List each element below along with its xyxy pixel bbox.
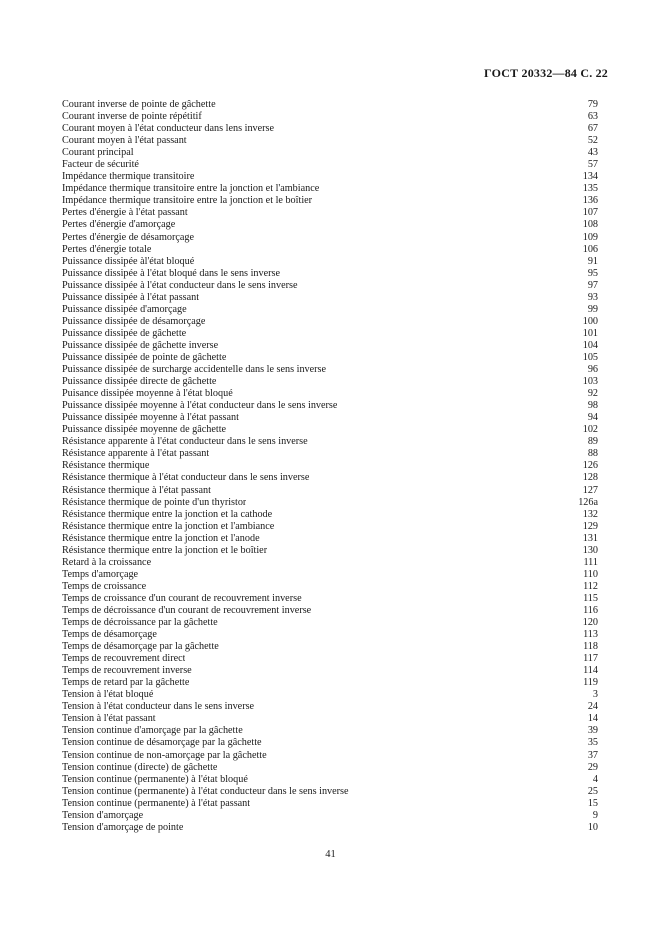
index-entry [62,497,598,509]
index-entry-page: 131 [582,532,598,544]
index-entry-term: Pertes d'énergie à l'état passant [62,207,188,219]
index-entry-term: Tension continue (permanente) à l'état conducteur dans le sens inverse [62,785,349,797]
index-entry-term: Résistance thermique à l'état passant [62,484,211,496]
index-entry-page: 116 [583,604,598,616]
index-entry [62,822,598,834]
index-entry-term: Courant principal [62,147,134,159]
index-entries-list [62,99,598,834]
index-entry-page: 52 [587,135,598,147]
index-entry [62,304,598,316]
index-entry [62,147,598,159]
index-entry [62,521,598,533]
index-entry-term: Retard à la croissance [62,556,152,568]
index-entry-page: 105 [582,351,598,363]
index-entry-term: Impédance thermique transitoire entre la jonction et le boîtier [62,195,313,207]
index-entry [62,123,598,135]
index-entry-page: 112 [583,580,598,592]
index-entry [62,364,598,376]
index-entry [62,424,598,436]
index-entry-term: Puissance dissipée à l'état conducteur dans le sens inverse [62,279,298,291]
index-entry [62,653,598,665]
index-entry [62,340,598,352]
index-entry [62,545,598,557]
index-entry-page: 109 [582,231,598,243]
index-entry-term: Tension continue (permanente) à l'état bloqué [62,773,248,785]
index-entry-term: Résistance thermique à l'état conducteur dans le sens inverse [62,472,310,484]
index-entry-page: 135 [582,183,598,195]
index-entry-term: Résistance thermique entre la jonction et l'anode [62,532,260,544]
index-entry-term: Facteur de sécurité [62,159,139,171]
index-entry-page: 129 [582,520,598,532]
index-entry-term: Résistance thermique entre la jonction et la cathode [62,508,273,520]
index-entry-term: Tension d'amorçage [62,809,144,821]
index-entry [62,725,598,737]
index-entry-page: 114 [583,665,598,677]
index-entry [62,352,598,364]
index-entry-term: Courant moyen à l'état conducteur dans lens inverse [62,123,275,135]
index-entry-page: 3 [592,689,598,701]
index-entry-term: Tension d'amorçage de pointe [62,821,184,833]
index-entry [62,412,598,424]
index-entry-page: 10 [587,821,598,833]
index-entry-term: Tension continue de non-amorçage par la gâchette [62,749,267,761]
index-entry [62,665,598,677]
index-entry [62,472,598,484]
index-entry [62,244,598,256]
index-entry [62,569,598,581]
index-entry [62,207,598,219]
index-entry-page: 113 [583,629,598,641]
index-entry-page: 57 [587,159,598,171]
index-entry-page: 136 [582,195,598,207]
index-entry [62,593,598,605]
index-entry [62,689,598,701]
index-entry-term: Temps de recouvrement inverse [62,665,192,677]
index-entry-page: 25 [587,785,598,797]
index-entry [62,328,598,340]
index-entry [62,135,598,147]
index-entry [62,460,598,472]
index-entry-page: 117 [583,653,598,665]
index-entry-page: 14 [587,713,598,725]
index-entry-page: 103 [582,376,598,388]
index-entry-term: Résistance thermique entre la jonction et l'ambiance [62,520,275,532]
index-entry-page: 94 [587,412,598,424]
index-entry [62,810,598,822]
index-entry [62,557,598,569]
index-entry [62,292,598,304]
index-entry [62,376,598,388]
index-entry-page: 89 [587,436,598,448]
index-entry-page: 91 [587,255,598,267]
index-entry-term: Résistance thermique entre la jonction et le boîtier [62,544,268,556]
index-entry-page: 9 [592,809,598,821]
index-entry-page: 92 [587,388,598,400]
document-header: ГОСТ 20332—84 С. 22 [484,66,608,80]
index-entry-page: 107 [582,207,598,219]
index-entry-page: 119 [583,677,598,689]
index-entry-page: 110 [583,568,598,580]
index-entry [62,713,598,725]
index-entry-term: Temps de désamorçage par la gâchette [62,641,219,653]
index-entry-page: 108 [582,219,598,231]
index-entry-term: Résistance thermique [62,460,150,472]
index-entry-page: 43 [587,147,598,159]
index-entry-page: 37 [587,749,598,761]
index-entry-page: 118 [583,641,598,653]
index-entry-term: Tension à l'état bloqué [62,689,154,701]
index-entry [62,629,598,641]
index-entry-term: Tension continue (directe) de gâchette [62,761,218,773]
index-entry-term: Tension continue (permanente) à l'état passant [62,797,251,809]
index-entry-page: 132 [582,508,598,520]
index-entry-term: Puissance dissipée moyenne à l'état passant [62,412,239,424]
index-entry-term: Pertes d'énergie de désamorçage [62,231,195,243]
index-entry [62,762,598,774]
index-entry-page: 111 [583,556,598,568]
index-entry [62,280,598,292]
index-entry-page: 79 [587,99,598,110]
index-entry [62,388,598,400]
index-entry-page: 100 [582,315,598,327]
index-entry [62,436,598,448]
index-entry-page: 93 [587,291,598,303]
index-entry-page: 4 [592,773,598,785]
index-entry-page: 88 [587,448,598,460]
index-entry-term: Impédance thermique transitoire [62,171,195,183]
index-entry-term: Impédance thermique transitoire entre la jonction et l'ambiance [62,183,320,195]
index-entry-term: Puissance dissipée directe de gâchette [62,376,217,388]
index-entry [62,232,598,244]
index-entry-page: 106 [582,243,598,255]
index-entry-term: Temps de décroissance d'un courant de recouvrement inverse [62,604,312,616]
index-entry-term: Temps de croissance [62,580,147,592]
index-entry [62,701,598,713]
index-entry [62,485,598,497]
index-entry [62,774,598,786]
index-entry-term: Puissance dissipée à l'état passant [62,291,200,303]
index-entry [62,159,598,171]
index-entry-term: Tension à l'état passant [62,713,156,725]
index-entry-term: Temps de recouvrement direct [62,653,186,665]
index-entry [62,750,598,762]
index-entry [62,737,598,749]
index-entry-term: Puisance dissipée moyenne à l'état bloqué [62,388,233,400]
index-entry [62,677,598,689]
index-entry-page: 127 [582,484,598,496]
index-entry-page: 63 [587,111,598,123]
index-entry [62,617,598,629]
index-entry [62,183,598,195]
index-entry-term: Puissance dissipée de gâchette inverse [62,339,219,351]
index-entry-term: Puissance dissipée moyenne à l'état conducteur dans le sens inverse [62,400,338,412]
index-entry-page: 126 [582,460,598,472]
index-entry-page: 39 [587,725,598,737]
index-entry-page: 102 [582,424,598,436]
index-entry-page: 134 [582,171,598,183]
index-entry-term: Résistance apparente à l'état passant [62,448,210,460]
index-entry [62,448,598,460]
index-entry [62,99,598,111]
index-entry-term: Tension continue d'amorçage par la gâchette [62,725,243,737]
index-entry-term: Puissance dissipée de surcharge accidentelle dans le sens inverse [62,364,327,376]
index-entry [62,786,598,798]
index-entry [62,400,598,412]
index-entry [62,641,598,653]
index-entry [62,316,598,328]
page-number: 41 [325,849,336,860]
index-entry-page: 98 [587,400,598,412]
index-entry-page: 15 [587,797,598,809]
index-entry-term: Puissance dissipée d'amorçage [62,303,187,315]
index-entry [62,533,598,545]
index-entry [62,581,598,593]
index-entry-term: Résistance thermique de pointe d'un thyristor [62,496,247,508]
index-entry-page: 29 [587,761,598,773]
index-entry-term: Temps de croissance d'un courant de recouvrement inverse [62,592,302,604]
index-entry-page: 120 [582,617,598,629]
index-entry-term: Puissance dissipée de pointe de gâchette [62,351,227,363]
index-entry-term: Pertes d'énergie totale [62,243,152,255]
index-entry-term: Tension à l'état conducteur dans le sens inverse [62,701,255,713]
index-entry [62,798,598,810]
index-entry-term: Pertes d'énergie d'amorçage [62,219,176,231]
index-entry [62,219,598,231]
index-entry-page: 97 [587,279,598,291]
index-entry [62,256,598,268]
index-entry [62,111,598,123]
index-entry-term: Temps de décroissance par la gâchette [62,617,218,629]
index-entry-page: 99 [587,303,598,315]
index-entry-page: 104 [582,339,598,351]
index-entry [62,509,598,521]
index-entry-term: Résistance apparente à l'état conducteur dans le sens inverse [62,436,308,448]
index-entry-term: Courant inverse de pointe de gâchette [62,99,216,110]
index-entry-term: Temps de retard par la gâchette [62,677,190,689]
index-entry-page: 24 [587,701,598,713]
index-entry-term: Courant moyen à l'état passant [62,135,187,147]
index-entry-term: Puissance dissipée àl'état bloqué [62,255,195,267]
index-entry-page: 67 [587,123,598,135]
index-entry-page: 126a [578,496,598,508]
index-entry [62,195,598,207]
index-entry-page: 130 [582,544,598,556]
index-entry-page: 128 [582,472,598,484]
index-entry-term: Temps d'amorçage [62,568,139,580]
index-entry-page: 95 [587,267,598,279]
index-entry-term: Puissance dissipée à l'état bloqué dans le sens inverse [62,267,280,279]
index-entry-term: Temps de désamorçage [62,629,157,641]
index-entry-term: Courant inverse de pointe répétitif [62,111,202,123]
index-entry [62,605,598,617]
index-entry-page: 35 [587,737,598,749]
index-entry [62,171,598,183]
index-entry-term: Tension continue de désamorçage par la gâchette [62,737,262,749]
index-entry-term: Puissance dissipée de gâchette [62,327,187,339]
index-entry-page: 101 [582,327,598,339]
index-entry-term: Puissance dissipée moyenne de gâchette [62,424,227,436]
index-entry-term: Puissance dissipée de désamorçage [62,315,206,327]
index-entry-page: 96 [587,364,598,376]
index-entry-page: 115 [583,592,598,604]
index-entry [62,268,598,280]
